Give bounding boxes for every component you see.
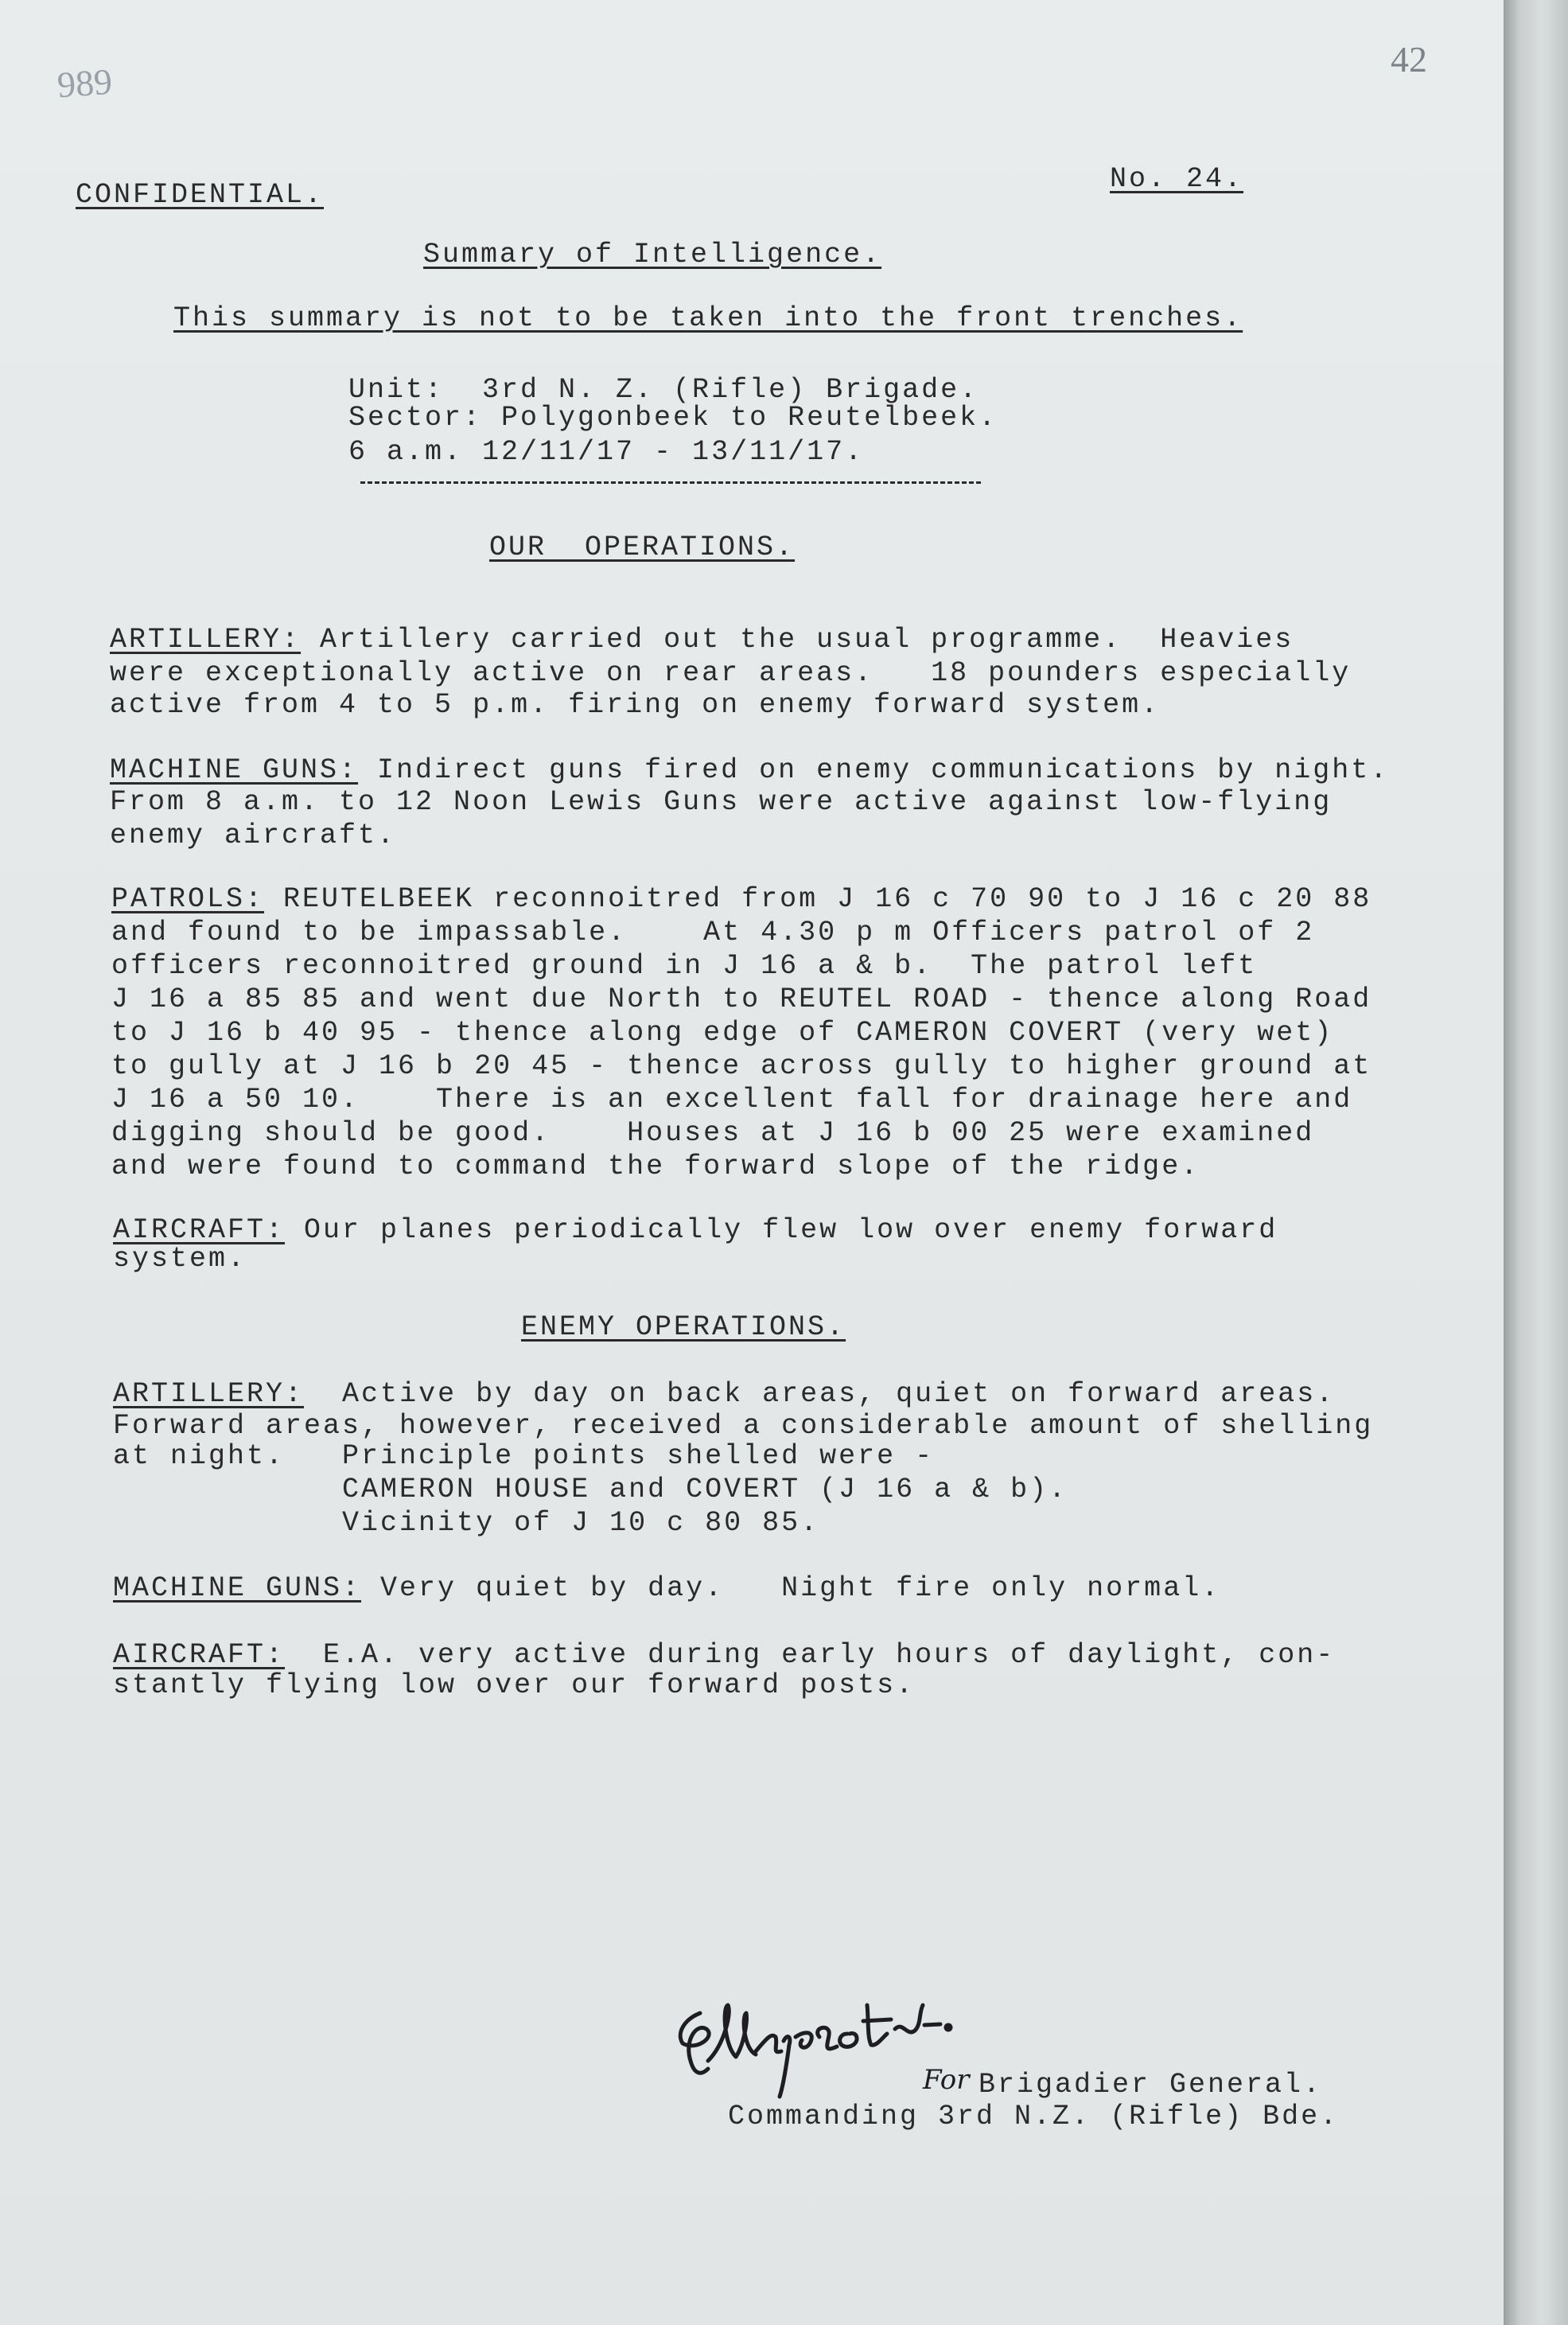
patrols-line: to J 16 b 40 95 - thence along edge of CAMERON COVERT (very wet) — [111, 1017, 1334, 1049]
our-artillery-line: active from 4 to 5 p.m. firing on enemy forward system. — [110, 689, 1161, 721]
patrols-line: to gully at J 16 b 20 45 - thence across gully to higher ground at — [111, 1050, 1372, 1082]
our-artillery-label: ARTILLERY: — [110, 624, 302, 656]
enemy-machine-guns-text: Very quiet by day. Night fire only normal. — [361, 1572, 1221, 1604]
period-line: 6 a.m. 12/11/17 - 13/11/17. — [348, 436, 865, 468]
patrols-line: and found to be impassable. At 4.30 p m Officers patrol of 2 — [111, 917, 1315, 948]
our-aircraft-line: system. — [113, 1243, 247, 1275]
enemy-artillery-line: at night. Principle points shelled were - — [113, 1440, 935, 1472]
our-machine-guns-line: From 8 a.m. to 12 Noon Lewis Guns were active against low-flying — [110, 786, 1333, 818]
signatory-rank: Brigadier General. — [979, 2069, 1323, 2101]
our-aircraft-label: AIRCRAFT: — [113, 1214, 286, 1246]
document-title: Summary of Intelligence. — [423, 239, 882, 271]
enemy-machine-guns-label: MACHINE GUNS: — [113, 1572, 362, 1604]
signatory-command: Commanding 3rd N.Z. (Rifle) Bde. — [728, 2101, 1340, 2132]
enemy-artillery-line: Active by day on back areas, quiet on forward areas. — [304, 1378, 1336, 1410]
our-machine-guns-line: Indirect guns fired on enemy communications by night. — [358, 754, 1390, 786]
document-number: No. 24. — [1110, 163, 1244, 195]
our-machine-guns-line: enemy aircraft. — [110, 820, 397, 851]
our-operations-heading: OUR OPERATIONS. — [489, 532, 796, 563]
sector-line: Sector: Polygonbeek to Reutelbeek. — [348, 402, 998, 434]
distribution-warning: This summary is not to be taken into the front trenches. — [173, 302, 1243, 334]
patrols-label: PATROLS: — [111, 883, 265, 915]
enemy-aircraft-line: E.A. very active during early hours of daylight, con- — [285, 1639, 1336, 1671]
page-edge — [1504, 0, 1568, 2325]
enemy-artillery-line: Forward areas, however, received a considerable amount of shelling — [113, 1410, 1374, 1442]
folio-number: 42 — [1391, 39, 1427, 80]
our-artillery-line: were exceptionally active on rear areas. 18 pounders especially — [110, 657, 1352, 689]
classification: CONFIDENTIAL. — [76, 179, 325, 211]
enemy-operations-heading: ENEMY OPERATIONS. — [521, 1311, 846, 1343]
patrols-line: and were found to command the forward slope of the ridge. — [111, 1151, 1200, 1182]
patrols-line: digging should be good. Houses at J 16 b 00 25 were examined — [111, 1117, 1315, 1149]
enemy-artillery-label: ARTILLERY: — [113, 1378, 305, 1410]
patrols-line: officers reconnoitred ground in J 16 a & b. The patrol left — [111, 950, 1258, 982]
dashed-divider — [360, 481, 981, 484]
patrols-line: J 16 a 85 85 and went due North to REUTEL ROAD - thence along Road — [111, 983, 1372, 1015]
patrols-line: J 16 a 50 10. There is an excellent fall for drainage here and — [111, 1084, 1353, 1116]
patrols-line: REUTELBEEK reconnoitred from J 16 c 70 90 to J 16 c 20 88 — [264, 883, 1372, 915]
signature-prefix: For — [923, 2064, 970, 2096]
enemy-machine-guns-section — [113, 1572, 1220, 1604]
enemy-aircraft-line: stantly flying low over our forward posts. — [113, 1669, 916, 1701]
enemy-artillery-line: CAMERON HOUSE and COVERT (J 16 a & b). — [113, 1474, 1068, 1505]
our-aircraft-line: Our planes periodically flew low over enemy forward — [285, 1214, 1278, 1246]
unit-line: Unit: 3rd N. Z. (Rifle) Brigade. — [348, 374, 979, 406]
enemy-artillery-line: Vicinity of J 10 c 80 85. — [113, 1507, 820, 1539]
enemy-aircraft-label: AIRCRAFT: — [113, 1639, 286, 1671]
our-machine-guns-label: MACHINE GUNS: — [110, 754, 359, 786]
archive-number: 989 — [56, 60, 114, 106]
our-artillery-line: Artillery carried out the usual programme. Heavies — [301, 624, 1294, 656]
